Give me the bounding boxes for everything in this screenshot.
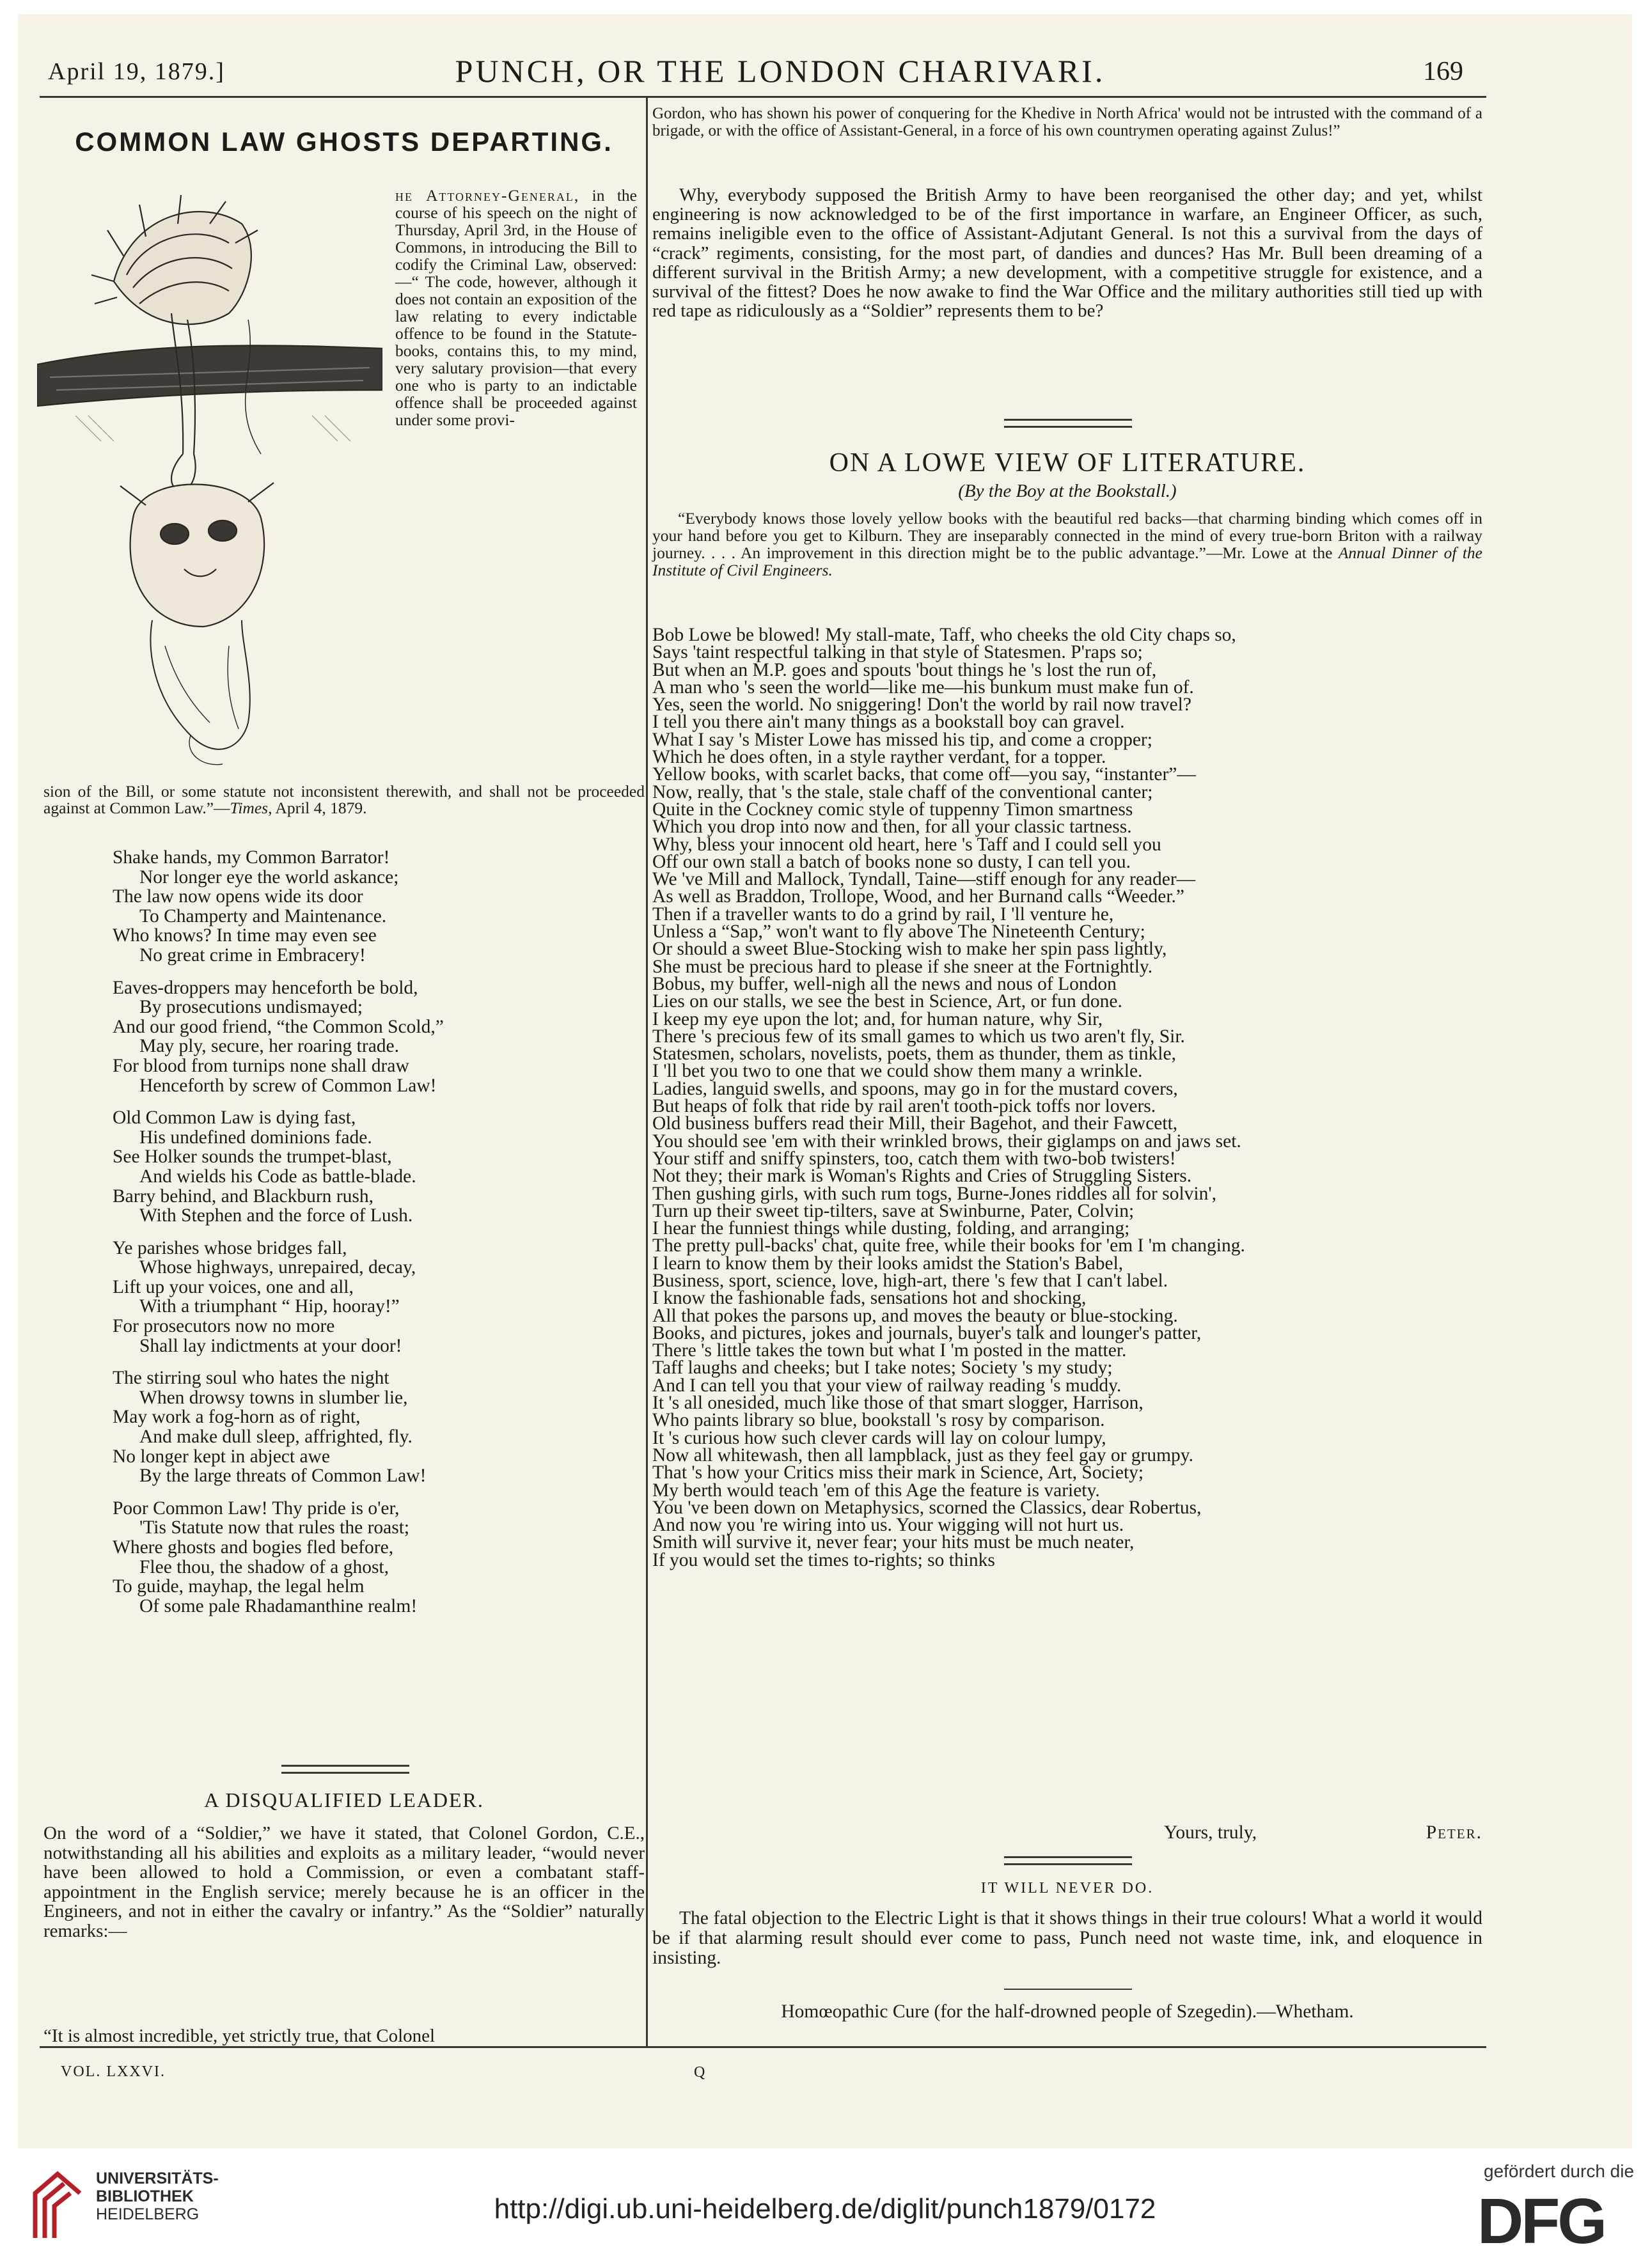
dfg-logo-icon [1477,2187,1626,2249]
section-divider [281,1765,409,1774]
poem-line: And our good friend, “the Common Scold,” [113,1016,444,1037]
disqualified-leader-body: On the word of a “Soldier,” we have it stated, that Colonel Gordon, C.E., notwithstanding all his abilities and exploits as a military leader, “would never have been allowed to hold a Commission, or even a combatant staff-appointment in the English service; merely because he is an officer in the Engineers, and not in either the cavalry or infantry.” As the “Soldier” naturally remarks:— [43,1823,645,1941]
intro-text: in the course of his speech on the night of Thursday, April 3rd, in the House of Commons, in introducing the Bill to codify the Criminal Law, observed:—“ The code, however, although it does not contain an exposition of the law relating to every indictable offence to be found in the Statute-books, contains this, to my mind, very salutary provision—that every one who is party to an indictable offence shall be proceeded against under some provi- [395,186,637,429]
verse-line: Which you drop into now and then, for all your classic tartness. [652,817,1132,838]
verse-line: Unless a “Sap,” won't want to fly above The Nineteenth Century; [652,921,1145,942]
poem-line: By prosecutions undismayed; [139,997,363,1018]
verse-line: Then if a traveller wants to do a grind by rail, I 'll venture he, [652,903,1114,925]
footer-volume: VOL. LXXVI. [61,2063,166,2080]
library-name-line2: BIBLIOTHEK [96,2187,194,2205]
verse-line: Bobus, my buffer, well-nigh all the news and nous of London [652,973,1117,994]
header-title: PUNCH, OR THE LONDON CHARIVARI. [455,53,1106,89]
verse-line: It 's all onesided, much like those of that smart slogger, Harrison, [652,1393,1143,1414]
poem-line: Flee thou, the shadow of a ghost, [139,1556,389,1577]
digital-library-url[interactable]: http://digi.ub.uni-heidelberg.de/diglit/punch1879/0172 [494,2193,1156,2225]
verse-line: But heaps of folk that ride by rail aren't tooth-pick toffs nor lovers. [652,1096,1156,1117]
poem-line: Poor Common Law! Thy pride is o'er, [113,1498,400,1519]
verse-line: Off our own stall a batch of books none so dusty, I can tell you. [652,851,1131,872]
column-divider [646,97,648,2046]
poem-line: Lift up your voices, one and all, [113,1276,354,1297]
header-rule [40,96,1486,98]
never-do-body: The fatal objection to the Electric Light is that it shows things in their true colours! What a world it would be if that alarming result should ever come to pass, Punch need not waste time, ink, and eloquence in insisting. [652,1908,1482,1968]
verse-line: She must be precious hard to please if she sneer at the Fortnightly. [652,956,1153,977]
poem-line: And make dull sleep, affrighted, fly. [139,1427,412,1448]
verse-line: Turn up their sweet tip-tilters, save at Swinburne, Pater, Colvin; [652,1200,1135,1221]
army-paragraph: Why, everybody supposed the British Army to have been reorganised the other day; and yet, whilst engineering is now acknowledged to be of the first importance in warfare, an Engineer Officer, as such, remains ineligible even to the office of Assistant-Adjutant General. Is not this a survival from the days of “crack” regiments, consisting, for the most part, of dandies and dunces? Has Mr. Bull been dreaming of a different survival in the British Army; a new development, with a competitive struggle for existence, and a survival of the fittest? Does he now awake to find the War Office and the military authorities still tied up with red tape as ridiculously as a “Soldier” represents them to be? [652,185,1482,322]
article-byline: (By the Boy at the Bookstall.) [958,481,1177,501]
intro-paragraph [395,187,637,428]
lowe-epigraph-text: “Everybody knows those lovely yellow books with the beautiful red backs—that charming binding which comes off in your hand before you get to Kilburn. They are inseparably connected in the mind of every true-born Briton with a railway journey. . . . An improvement in this direction might be to the public advantage.”—Mr. Lowe at the [652,509,1482,562]
verse-line: Which he does often, in a style rayther verdant, for a topper. [652,747,1106,768]
verse-line: Says 'taint respectful talking in that style of Statesmen. P'raps so; [652,642,1143,663]
poem-line: May work a fog-horn as of right, [113,1407,361,1428]
section-divider [1004,419,1132,428]
poem-line: See Holker sounds the trumpet-blast, [113,1146,392,1168]
poem-line: 'Tis Statute now that rules the roast; [139,1517,410,1538]
library-name-line3: HEIDELBERG [96,2205,200,2223]
poem-line: For blood from turnips none shall draw [113,1055,409,1076]
verse-line: Lies on our stalls, we see the best in Science, Art, or fun done. [652,991,1122,1012]
verse-line: But when an M.P. goes and spouts 'bout things he 's lost the run of, [652,659,1157,680]
intro-dropcap: he Attorney-General, [395,186,580,205]
verse-line: Why, bless your innocent old heart, here 's Taff and I could sell you [652,834,1161,855]
verse-line: Or should a sweet Blue-Stocking wish to make her spin pass lightly, [652,939,1167,960]
verse-line: You 've been down on Metaphysics, scorned the Classics, dear Robertus, [652,1497,1202,1518]
verse-line: All that pokes the parsons up, and moves the beauty or blue-stocking. [652,1305,1178,1326]
lowe-epigraph-source: Annual Dinner of the Institute of Civil Engineers. [652,544,1482,579]
poem-line: May ply, secure, her roaring trade. [139,1036,399,1057]
poem-stanza [113,978,643,1096]
signoff-name: Peter. [1426,1822,1482,1843]
verse-line: Now all whitewash, then all lampblack, just as they feel gay or grumpy. [652,1444,1193,1466]
poem-line: And wields his Code as battle-blade. [139,1166,416,1187]
poem-line: Shake hands, my Common Barrator! [113,847,390,868]
verse-line: Taff laughs and cheeks; but I take notes; Society 's my study; [652,1357,1113,1379]
verse-line: I keep my eye upon the lot; and, for human nature, why Sir, [652,1008,1103,1029]
footer-signature-mark: Q [694,2064,705,2081]
verse-line: And now you 're wiring into us. Your wigging will not hurt us. [652,1515,1124,1536]
poem-line: Ye parishes whose bridges fall, [113,1237,347,1258]
poem-line: Of some pale Rhadamanthine realm! [139,1595,418,1616]
verse-line: The pretty pull-backs' chat, quite free, while their books for 'em I 'm changing. [652,1235,1245,1256]
poem-line: Henceforth by screw of Common Law! [139,1075,437,1096]
poem-line: By the large threats of Common Law! [139,1466,427,1487]
poem-line: Nor longer eye the world askance; [139,866,399,888]
verse-line: Business, sport, science, love, high-art, there 's few that I can't label. [652,1270,1168,1291]
poem-line: His undefined dominions fade. [139,1127,372,1148]
intro-continuation [43,783,645,817]
verse-line: And I can tell you that your view of railway reading 's muddy. [652,1375,1122,1396]
article-heading-lowe-view: ON A LOWE VIEW OF LITERATURE. [829,448,1306,478]
poem-line: Whose highways, unrepaired, decay, [139,1257,416,1278]
verse-line: Your stiff and sniffy spinsters, too, catch them with two-bob twisters! [652,1148,1176,1169]
poem-line: The stirring soul who hates the night [113,1368,389,1389]
poem-line: The law now opens wide its door [113,886,363,907]
verse-line: Yes, seen the world. No sniggering! Don't the world by rail now travel? [652,694,1191,716]
verse-line: Statesmen, scholars, novelists, poets, them as thunder, them as tinkle, [652,1044,1176,1065]
verse-line: There 's precious few of its small games to which us two aren't fly, Sir. [652,1026,1185,1047]
lowe-verse [652,627,1482,1569]
homoeopathic-cure-item: Homœopathic Cure (for the half-drowned people of Szegedin).—Whetham. [781,2001,1354,2022]
verse-line: I learn to know them by their looks amidst the Station's Babel, [652,1253,1124,1274]
poem-line: With Stephen and the force of Lush. [139,1205,413,1226]
article-heading-never-do: IT WILL NEVER DO. [980,1880,1154,1897]
poem-line: Barry behind, and Blackburn rush, [113,1185,373,1207]
funder-text: gefördert durch die [1484,2161,1635,2181]
section-divider [1004,1856,1132,1865]
verse-line: Yellow books, with scarlet backs, that come off—you say, “instanter”— [652,764,1196,785]
verse-line: Books, and pictures, jokes and journals, buyer's talk and lounger's patter, [652,1322,1202,1343]
verse-line: If you would set the times to-rights; so thinks [652,1549,995,1570]
poem-stanza [113,1239,643,1356]
verse-line: I hear the funniest things while dusting, folding, and arranging; [652,1218,1130,1239]
disqualified-leader-quote: “It is almost incredible, yet strictly true, that Colonel [43,2026,436,2046]
verse-line: Now, really, that 's the stale, stale chaff of the conventional canter; [652,781,1153,802]
poem-line: Who knows? In time may even see [113,925,377,946]
verse-line: You should see 'em with their wrinkled brows, their giglamps on and jaws set. [652,1130,1241,1152]
verse-line: I tell you there ain't many things as a bookstall boy can gravel. [652,712,1125,733]
verse-line: Then gushing girls, with such rum togs, Burne-Jones riddles all for solvin', [652,1183,1217,1204]
verse-line: What I say 's Mister Lowe has missed his tip, and come a cropper; [652,729,1152,750]
poem-line: Shall lay indictments at your door! [139,1335,402,1356]
verse-line: As well as Braddon, Trollope, Wood, and her Burnand calls “Weeder.” [652,886,1185,907]
poem-line: To Champerty and Maintenance. [139,905,387,927]
poem-line: Old Common Law is dying fast, [113,1107,356,1129]
poem-line: No longer kept in abject awe [113,1446,330,1467]
section-divider [1004,1989,1132,1990]
header-date: April 19, 1879.] [48,58,225,85]
header-page-number: 169 [1423,57,1463,86]
poem-stanza [113,1368,643,1486]
intro-date: April 4, 1879. [272,799,367,817]
lowe-epigraph [652,510,1482,579]
poem-stanza [113,1108,643,1226]
intro-source: Times, [230,799,272,817]
verse-line: It 's curious how such clever cards will lay on colour lumpy, [652,1427,1106,1448]
verse-line: I know the fashionable fads, sensations hot and shocking, [652,1288,1087,1309]
poem-stanza [113,848,643,966]
ghost-illustration [37,185,382,780]
gordon-quote-continuation: Gordon, who has shown his power of conquering for the Khedive in North Africa' would not be intrusted with the command of a brigade, or with the office of Assistant-General, in a force of his own countrymen operating against Zulus!” [652,105,1482,139]
verse-line: My berth would teach 'em of this Age the feature is variety. [652,1480,1100,1501]
verse-line: Who paints library so blue, bookstall 's rosy by comparison. [652,1410,1105,1431]
verse-line: We 've Mill and Mallock, Tyndall, Taine—stiff enough for any reader— [652,869,1196,890]
verse-line: A man who 's seen the world—like me—his bunkum must make fun of. [652,676,1194,698]
poem-line: Eaves-droppers may henceforth be bold, [113,977,418,998]
poem-line: When drowsy towns in slumber lie, [139,1387,408,1408]
verse-line: Bob Lowe be blowed! My stall-mate, Taff, who cheeks the old City chaps so, [652,625,1236,645]
poem-line: For prosecutors now no more [113,1316,335,1337]
verse-line: Smith will survive it, never fear; your hits must be much neater, [652,1532,1135,1553]
library-name-line1: UNIVERSITÄTS- [96,2170,219,2187]
dfg-logo-text: DFG [1477,2187,1605,2249]
article-heading-common-law-ghosts: COMMON LAW GHOSTS DEPARTING. [75,127,613,157]
verse-line: That 's how your Critics miss their mark in Science, Art, Society; [652,1462,1144,1483]
verse-line: Old business buffers read their Mill, their Bagehot, and their Fawcett, [652,1113,1178,1134]
poem-line: To guide, mayhap, the legal helm [113,1576,365,1597]
intro-cont-text: sion of the Bill, or some statute not inconsistent therewith, and shall not be proceeded against at Common Law.”— [43,782,645,817]
verse-line: Not they; their mark is Woman's Rights and Cries of Struggling Sisters. [652,1166,1192,1187]
signoff-yours: Yours, truly, [1164,1822,1257,1843]
poem-stanza [113,1499,643,1616]
verse-line: There 's little takes the town but what I 'm posted in the matter. [652,1340,1127,1361]
verse-line: Ladies, languid swells, and spoons, may go in for the mustard covers, [652,1078,1178,1099]
poem-line: No great crime in Embracery! [139,944,366,966]
poem-line: With a triumphant “ Hip, hooray!” [139,1296,400,1317]
poem-line: Where ghosts and bogies fled before, [113,1537,394,1558]
verse-line: Quite in the Cockney comic style of tuppenny Timon smartness [652,799,1133,820]
poem [113,848,643,1629]
verse-line: I 'll bet you two to one that we could show them many a wrinkle. [652,1061,1143,1082]
article-heading-disqualified-leader: A DISQUALIFIED LEADER. [204,1788,484,1811]
